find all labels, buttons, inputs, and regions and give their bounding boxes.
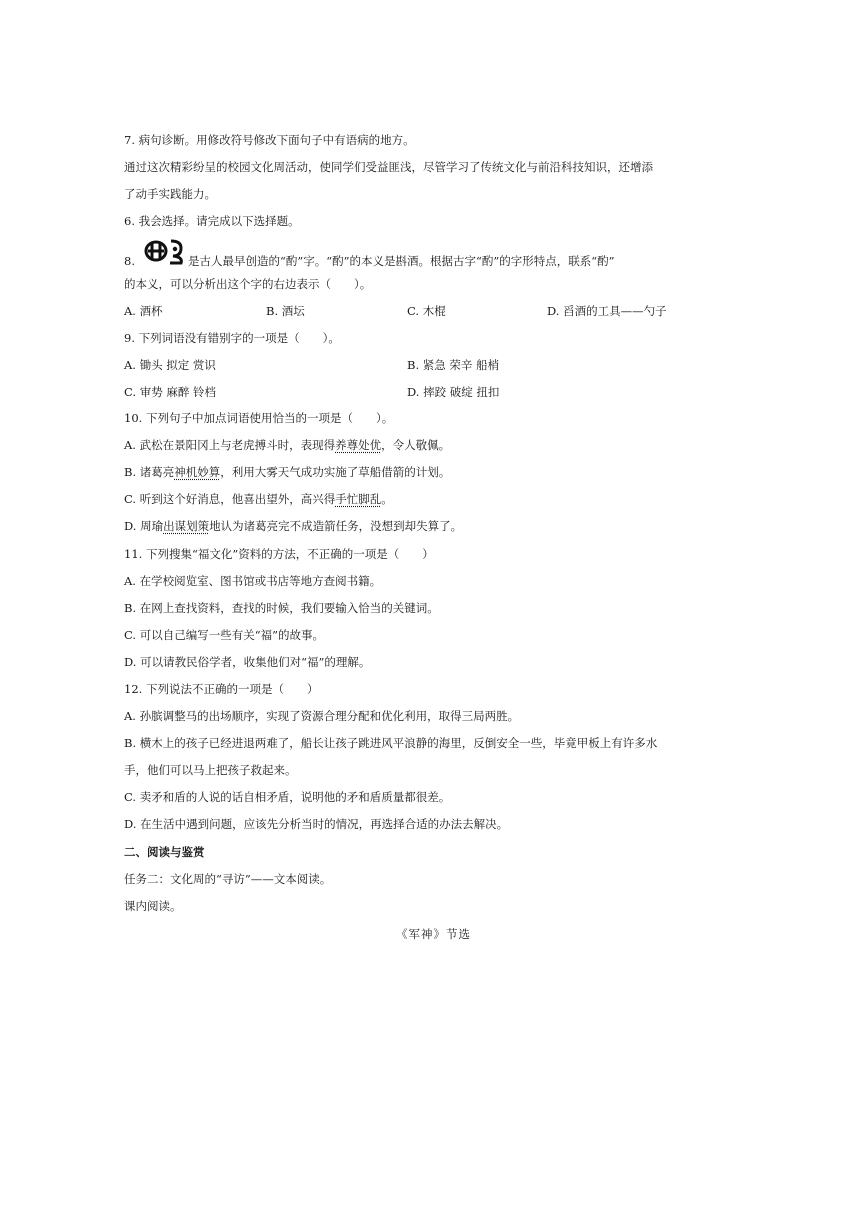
q10-c-prefix: C. 听到这个好消息，他喜出望外，高兴得 — [124, 492, 336, 506]
q10-c-suffix: 。 — [381, 492, 393, 506]
q12-stem: 12. 下列说法不正确的一项是（ ） — [124, 682, 319, 696]
q7-stem: 7. 病句诊断。用修改符号修改下面句子中有语病的地方。 — [124, 133, 415, 147]
q8-stem-line-2: 的本义，可以分析出这个字的右边表示（ ）。 — [124, 277, 372, 291]
in-class-reading-label: 课内阅读。 — [124, 899, 182, 913]
q11-option-c[interactable]: C. 可以自己编写一些有关“福”的故事。 — [124, 628, 324, 642]
q7-sentence-line-2: 了动手实践能力。 — [124, 187, 216, 201]
passage-title: 《军神》节选 — [396, 927, 471, 941]
q8-option-a[interactable]: A. 酒杯 — [124, 304, 163, 318]
q10-b-prefix: B. 诸葛亮 — [124, 465, 175, 479]
q11-stem: 11. 下列搜集“福文化”资料的方法，不正确的一项是（ ） — [124, 547, 434, 561]
q10-stem: 10. 下列句子中加点词语使用恰当的一项是（ ）。 — [124, 411, 394, 425]
q11-option-a[interactable]: A. 在学校阅览室、图书馆或书店等地方查阅书籍。 — [124, 574, 382, 588]
q12-option-a[interactable]: A. 孙膑调整马的出场顺序，实现了资源合理分配和优化利用，取得三局两胜。 — [124, 709, 520, 723]
task-two-label: 任务二：文化周的“寻访”——文本阅读。 — [124, 872, 332, 886]
q11-option-d[interactable]: D. 可以请教民俗学者，收集他们对“福”的理解。 — [124, 655, 371, 669]
q7-sentence-line-1: 通过这次精彩纷呈的校园文化周活动，使同学们受益匪浅，尽管学习了传统文化与前沿科技知识，还增添 — [124, 160, 653, 174]
q12-option-b-line-1[interactable]: B. 横木上的孩子已经进退两难了，船长让孩子跳进风平浪静的海里，反倒安全一些，毕竟甲板上有许多水 — [124, 736, 658, 750]
q8-option-c[interactable]: C. 木棍 — [407, 304, 446, 318]
q10-d-prefix: D. 周瑜 — [124, 519, 164, 533]
q6-header: 6. 我会选择。请完成以下选择题。 — [124, 214, 300, 228]
q10-d-dotted-word: 出谋划策 — [163, 519, 210, 533]
q10-a-dotted-word: 养尊处优 — [335, 438, 382, 452]
q10-option-c[interactable] — [124, 492, 393, 506]
q12-option-d[interactable]: D. 在生活中遇到问题，应该先分析当时的情况，再选择合适的办法去解决。 — [124, 817, 509, 831]
q9-stem: 9. 下列词语没有错别字的一项是（ ）。 — [124, 331, 340, 345]
q9-option-a[interactable]: A. 锄头 拟定 赏识 — [124, 358, 216, 372]
q10-a-prefix: A. 武松在景阳冈上与老虎搏斗时，表现得 — [124, 438, 336, 452]
q10-b-dotted-word: 神机妙算 — [174, 465, 221, 479]
q11-option-b[interactable]: B. 在网上查找资料，查找的时候，我们要输入恰当的关键词。 — [124, 601, 439, 615]
q9-option-d[interactable]: D. 摔跤 破绽 扭扣 — [407, 385, 500, 399]
q12-option-c[interactable]: C. 卖矛和盾的人说的话自相矛盾，说明他的矛和盾质量都很差。 — [124, 790, 451, 804]
q10-option-b[interactable] — [124, 465, 450, 479]
q10-c-dotted-word: 手忙脚乱 — [335, 492, 382, 506]
q8-number: 8. — [124, 254, 135, 268]
q10-a-suffix: ，令人敬佩。 — [381, 438, 451, 452]
q8-option-b[interactable]: B. 酒坛 — [266, 304, 305, 318]
q9-option-b[interactable]: B. 紧急 荣辛 船梢 — [407, 358, 500, 372]
q8-stem-line-1: 是古人最早创造的“酌”字。“酌”的本义是斟酒。根据古字“酌”的字形特点，联系“酌” — [188, 254, 615, 268]
q8-option-d[interactable]: D. 舀酒的工具——勺子 — [547, 304, 667, 318]
q9-option-c[interactable]: C. 审势 麻醉 铃档 — [124, 385, 217, 399]
section-heading: 二、阅读与鉴赏 — [124, 845, 205, 859]
q12-option-b-line-2[interactable]: 手，他们可以马上把孩子救起来。 — [124, 763, 297, 777]
q10-d-suffix: 地认为诸葛亮完不成造箭任务，没想到却失算了。 — [209, 519, 463, 533]
q10-option-a[interactable] — [124, 438, 450, 452]
q10-option-d[interactable] — [124, 519, 462, 533]
q10-b-suffix: ，利用大雾天气成功实施了草船借箭的计划。 — [220, 465, 451, 479]
ancient-zhuo-character-icon — [143, 236, 187, 266]
